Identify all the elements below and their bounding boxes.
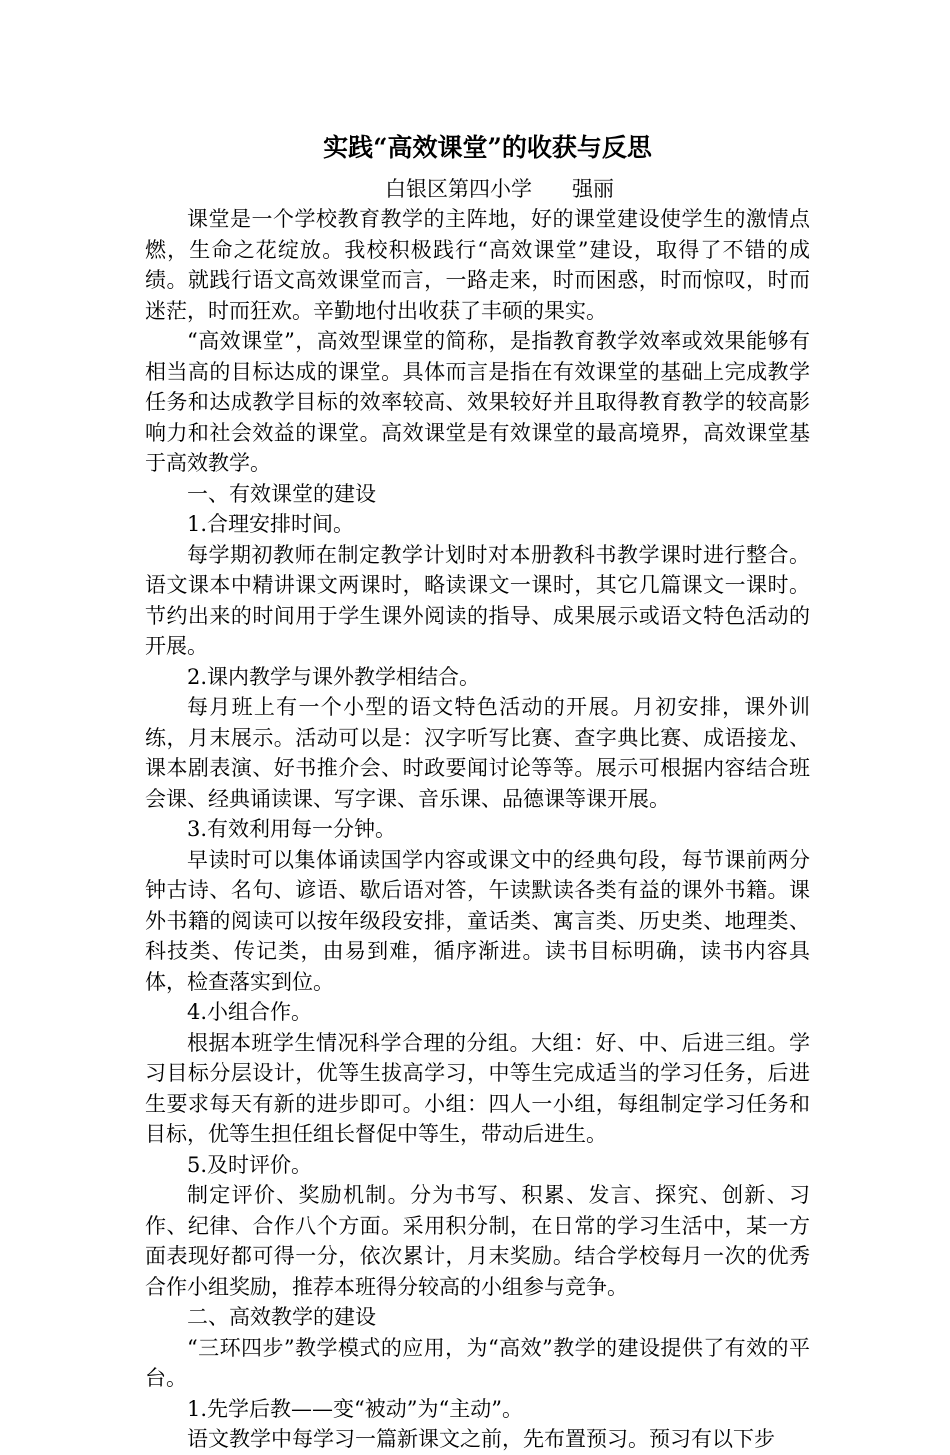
author-name: 强丽: [572, 177, 614, 201]
byline: [145, 174, 810, 204]
subheading-1-4: 4.小组合作。: [187, 1000, 313, 1024]
paragraph-2-intro: “三环四步”教学模式的应用，为“高效”教学的建设提供了有效的平台。: [145, 1335, 810, 1390]
paragraph-2-1: 语文教学中每学习一篇新课文之前，先布置预习。预习有以下步: [187, 1427, 775, 1451]
document-page: [145, 128, 810, 1455]
subheading-1-5: 5.及时评价。: [187, 1152, 313, 1177]
document-body: [145, 204, 810, 1455]
subheading-1-1: 1.合理安排时间。: [187, 512, 355, 536]
paragraph-1-5: 制定评价、奖励机制。分为书写、积累、发言、探究、创新、习作、纪律、合作八个方面。采用积分制，在日常的学习生活中，某一方面表现好都可得一分，依次累计，月末奖励。结合学校每月一次的优秀合作小组奖励，推荐本班得分较高的小组参与竞争。: [145, 1183, 810, 1299]
paragraph-definition: “高效课堂”，高效型课堂的简称，是指教育教学效率或效果能够有相当高的目标达成的课堂。具体而言是指在有效课堂的基础上完成教学任务和达成教学目标的效率较高、效果较好并且取得教育教学的较高影响力和社会效益的课堂。高效课堂是有效课堂的最高境界，高效课堂基于高效教学。: [145, 329, 810, 475]
paragraph-1-4: 根据本班学生情况科学合理的分组。大组：好、中、后进三组。学习目标分层设计，优等生拔高学习，中等生完成适当的学习任务，后进生要求每天有新的进步即可。小组：四人一小组，每组制定学习任务和目标，优等生担任组长督促中等生，带动后进生。: [145, 1030, 810, 1146]
document-title: 实践“高效课堂”的收获与反思: [323, 133, 652, 162]
paragraph-1-2: 每月班上有一个小型的语文特色活动的开展。月初安排，课外训练，月末展示。活动可以是：汉字听写比赛、查字典比赛、成语接龙、课本剧表演、好书推介会、时政要闻讨论等等。展示可根据内容结合班会课、经典诵读课、写字课、音乐课、品德课等课开展。: [145, 695, 810, 811]
subheading-1-3: 3.有效利用每一分钟。: [187, 817, 397, 841]
school-name: 白银区第四小学: [385, 177, 532, 201]
section-heading-1: 一、有效课堂的建设: [187, 481, 376, 506]
paragraph-1-3: 早读时可以集体诵读国学内容或课文中的经典句段，每节课前两分钟古诗、名句、谚语、歇后语对答，午读默读各类有益的课外书籍。课外书籍的阅读可以按年级段安排，童话类、寓言类、历史类、地理类、科技类、传记类，由易到难，循序渐进。读书目标明确，读书内容具体，检查落实到位。: [145, 847, 810, 994]
paragraph-intro: 课堂是一个学校教育教学的主阵地，好的课堂建设使学生的激情点燃，生命之花绽放。我校积极践行“高效课堂”建设，取得了不错的成绩。就践行语文高效课堂而言，一路走来，时而困惑，时而惊叹，时而迷茫，时而狂欢。辛勤地付出收获了丰硕的果实。: [145, 207, 810, 323]
section-heading-2: 二、高效教学的建设: [187, 1305, 376, 1329]
paragraph-1-1: 每学期初教师在制定教学计划时对本册教科书教学课时进行整合。语文课本中精讲课文两课时，略读课文一课时，其它几篇课文一课时。节约出来的时间用于学生课外阅读的指导、成果展示或语文特色活动的开展。: [145, 542, 810, 658]
subheading-2-1: 1.先学后教——变“被动”为“主动”。: [187, 1396, 523, 1421]
subheading-1-2: 2.课内教学与课外教学相结合。: [187, 664, 481, 689]
